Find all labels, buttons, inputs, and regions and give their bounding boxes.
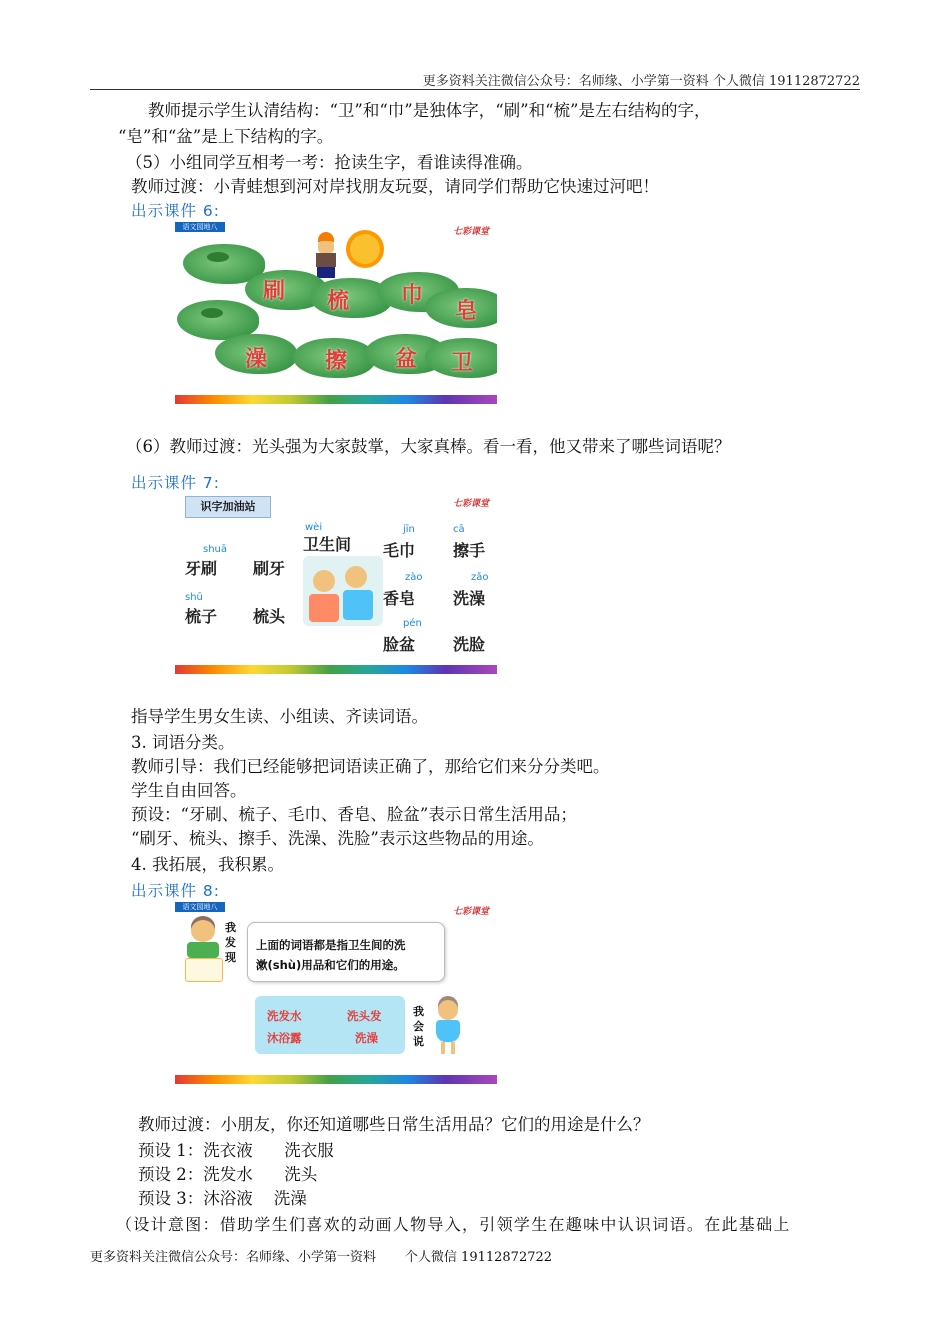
design-intent: （设计意图：借助学生们喜欢的动画人物导入，引领学生在趣味中认识词语。在此基础上 [116, 1215, 791, 1234]
pinyin: shuā [203, 544, 228, 555]
lily-char: 巾 [401, 283, 424, 308]
vocab-word: 刷牙 [253, 559, 286, 578]
slide-caption: 出示课件 6: [131, 202, 221, 220]
lily-char: 卫 [451, 351, 474, 376]
vocab-word: 牙刷 [185, 559, 218, 578]
word-box [255, 996, 405, 1054]
lily-char: 擦 [325, 349, 348, 374]
lily-char: 梳 [327, 289, 350, 314]
word-item: 洗发水 [267, 1009, 302, 1023]
slide-6-image [175, 222, 497, 404]
pinyin: zǎo [471, 572, 489, 583]
vocab-word: 香皂 [383, 589, 416, 608]
paragraph: 预设 2：洗发水 洗头 [138, 1165, 318, 1184]
word-item: 沐浴露 [267, 1031, 302, 1045]
pinyin: zào [405, 572, 423, 583]
slide-caption: 出示课件 7: [131, 474, 221, 492]
page-footer: 更多资料关注微信公众号：名师缘、小学第一资料 个人微信 19112872722 [90, 1250, 553, 1265]
lily-char: 皂 [455, 299, 478, 324]
slide-8-image [175, 902, 497, 1084]
discover-label: 我发现 [225, 921, 236, 964]
paragraph: （6）教师过渡：光头强为大家鼓掌，大家真棒。看一看，他又带来了哪些词语呢？ [126, 437, 731, 456]
vocab-word: 洗澡 [453, 589, 486, 608]
paragraph: 教师过渡：小青蛙想到河对岸找朋友玩耍，请同学们帮助它快速过河吧！ [131, 177, 659, 196]
paragraph: 预设 1：洗衣液 洗衣服 [138, 1141, 334, 1160]
paragraph: “刷牙、梳头、擦手、洗澡、洗脸”表示这些物品的用途。 [131, 829, 544, 848]
paragraph: 预设：“牙刷、梳子、毛巾、香皂、脸盆”表示日常生活用品； [131, 805, 577, 824]
say-label: 我会说 [413, 1005, 424, 1048]
vocab-word: 梳头 [253, 607, 286, 626]
pinyin: cā [453, 524, 465, 535]
pinyin: shū [185, 592, 203, 603]
paragraph: 教师提示学生认清结构：“卫”和“巾”是独体字，“刷”和“梳”是左右结构的字， [148, 101, 711, 120]
vocab-word: 毛巾 [383, 541, 416, 560]
boy-cartoon-icon [183, 920, 223, 980]
brand-logo: 七彩课堂 [452, 499, 489, 509]
paragraph: 教师过渡：小朋友，你还知道哪些日常生活用品？它们的用途是什么？ [138, 1115, 650, 1134]
bubble-text: 上面的词语都是指卫生间的洗 [256, 938, 406, 952]
paragraph: 指导学生男女生读、小组读、齐读词语。 [131, 707, 428, 726]
frog-icon [201, 308, 223, 318]
header-rule [90, 89, 860, 90]
lily-char: 澡 [245, 347, 268, 372]
cartoon-character-icon [313, 232, 339, 278]
word-item: 洗澡 [355, 1031, 378, 1045]
paragraph: 学生自由回答。 [131, 781, 247, 800]
brand-logo: 七彩课堂 [452, 907, 489, 917]
slide-caption: 出示课件 8: [131, 882, 221, 900]
slide-7-image [175, 494, 497, 674]
bathroom-kids-illustration [303, 556, 383, 626]
paragraph: 3. 词语分类。 [131, 733, 235, 752]
page-header: 更多资料关注微信公众号：名师缘、小学第一资料 个人微信 19112872722 [422, 74, 860, 89]
bubble-text: 漱(shù)用品和它们的用途。 [256, 958, 405, 972]
frog-icon [207, 252, 229, 262]
paragraph: 4. 我拓展，我积累。 [131, 855, 284, 874]
lily-char: 盆 [395, 347, 418, 372]
paragraph: 预设 3：沐浴液 洗澡 [138, 1189, 307, 1208]
slide-title: 识字加油站 [185, 496, 271, 518]
vocab-word: 脸盆 [383, 635, 416, 654]
girl-cartoon-icon [433, 1000, 463, 1056]
rainbow-bar [175, 1075, 497, 1084]
word-item: 洗头发 [347, 1009, 382, 1023]
rainbow-bar [175, 665, 497, 674]
pinyin: jīn [403, 524, 415, 535]
pinyin: wèi [305, 522, 323, 533]
pinyin: pén [403, 618, 422, 629]
lily-char: 刷 [263, 279, 286, 304]
thumbs-up-sun-icon [350, 234, 380, 264]
paragraph: “皂”和“盆”是上下结构的字。 [118, 127, 334, 146]
paragraph: 教师引导：我们已经能够把词语读正确了，那给它们来分分类吧。 [131, 757, 610, 776]
brand-logo: 七彩课堂 [452, 227, 489, 237]
slide-tag: 语文园地八 [175, 222, 225, 232]
slide-tag: 语文园地八 [175, 902, 225, 912]
vocab-word: 梳子 [185, 607, 218, 626]
speech-bubble [247, 922, 445, 982]
paragraph: （5）小组同学互相考一考：抢读生字，看谁读得准确。 [126, 153, 533, 172]
rainbow-bar [175, 395, 497, 404]
vocab-word: 洗脸 [453, 635, 486, 654]
vocab-word: 擦手 [453, 541, 486, 560]
vocab-word: 卫生间 [303, 535, 352, 554]
